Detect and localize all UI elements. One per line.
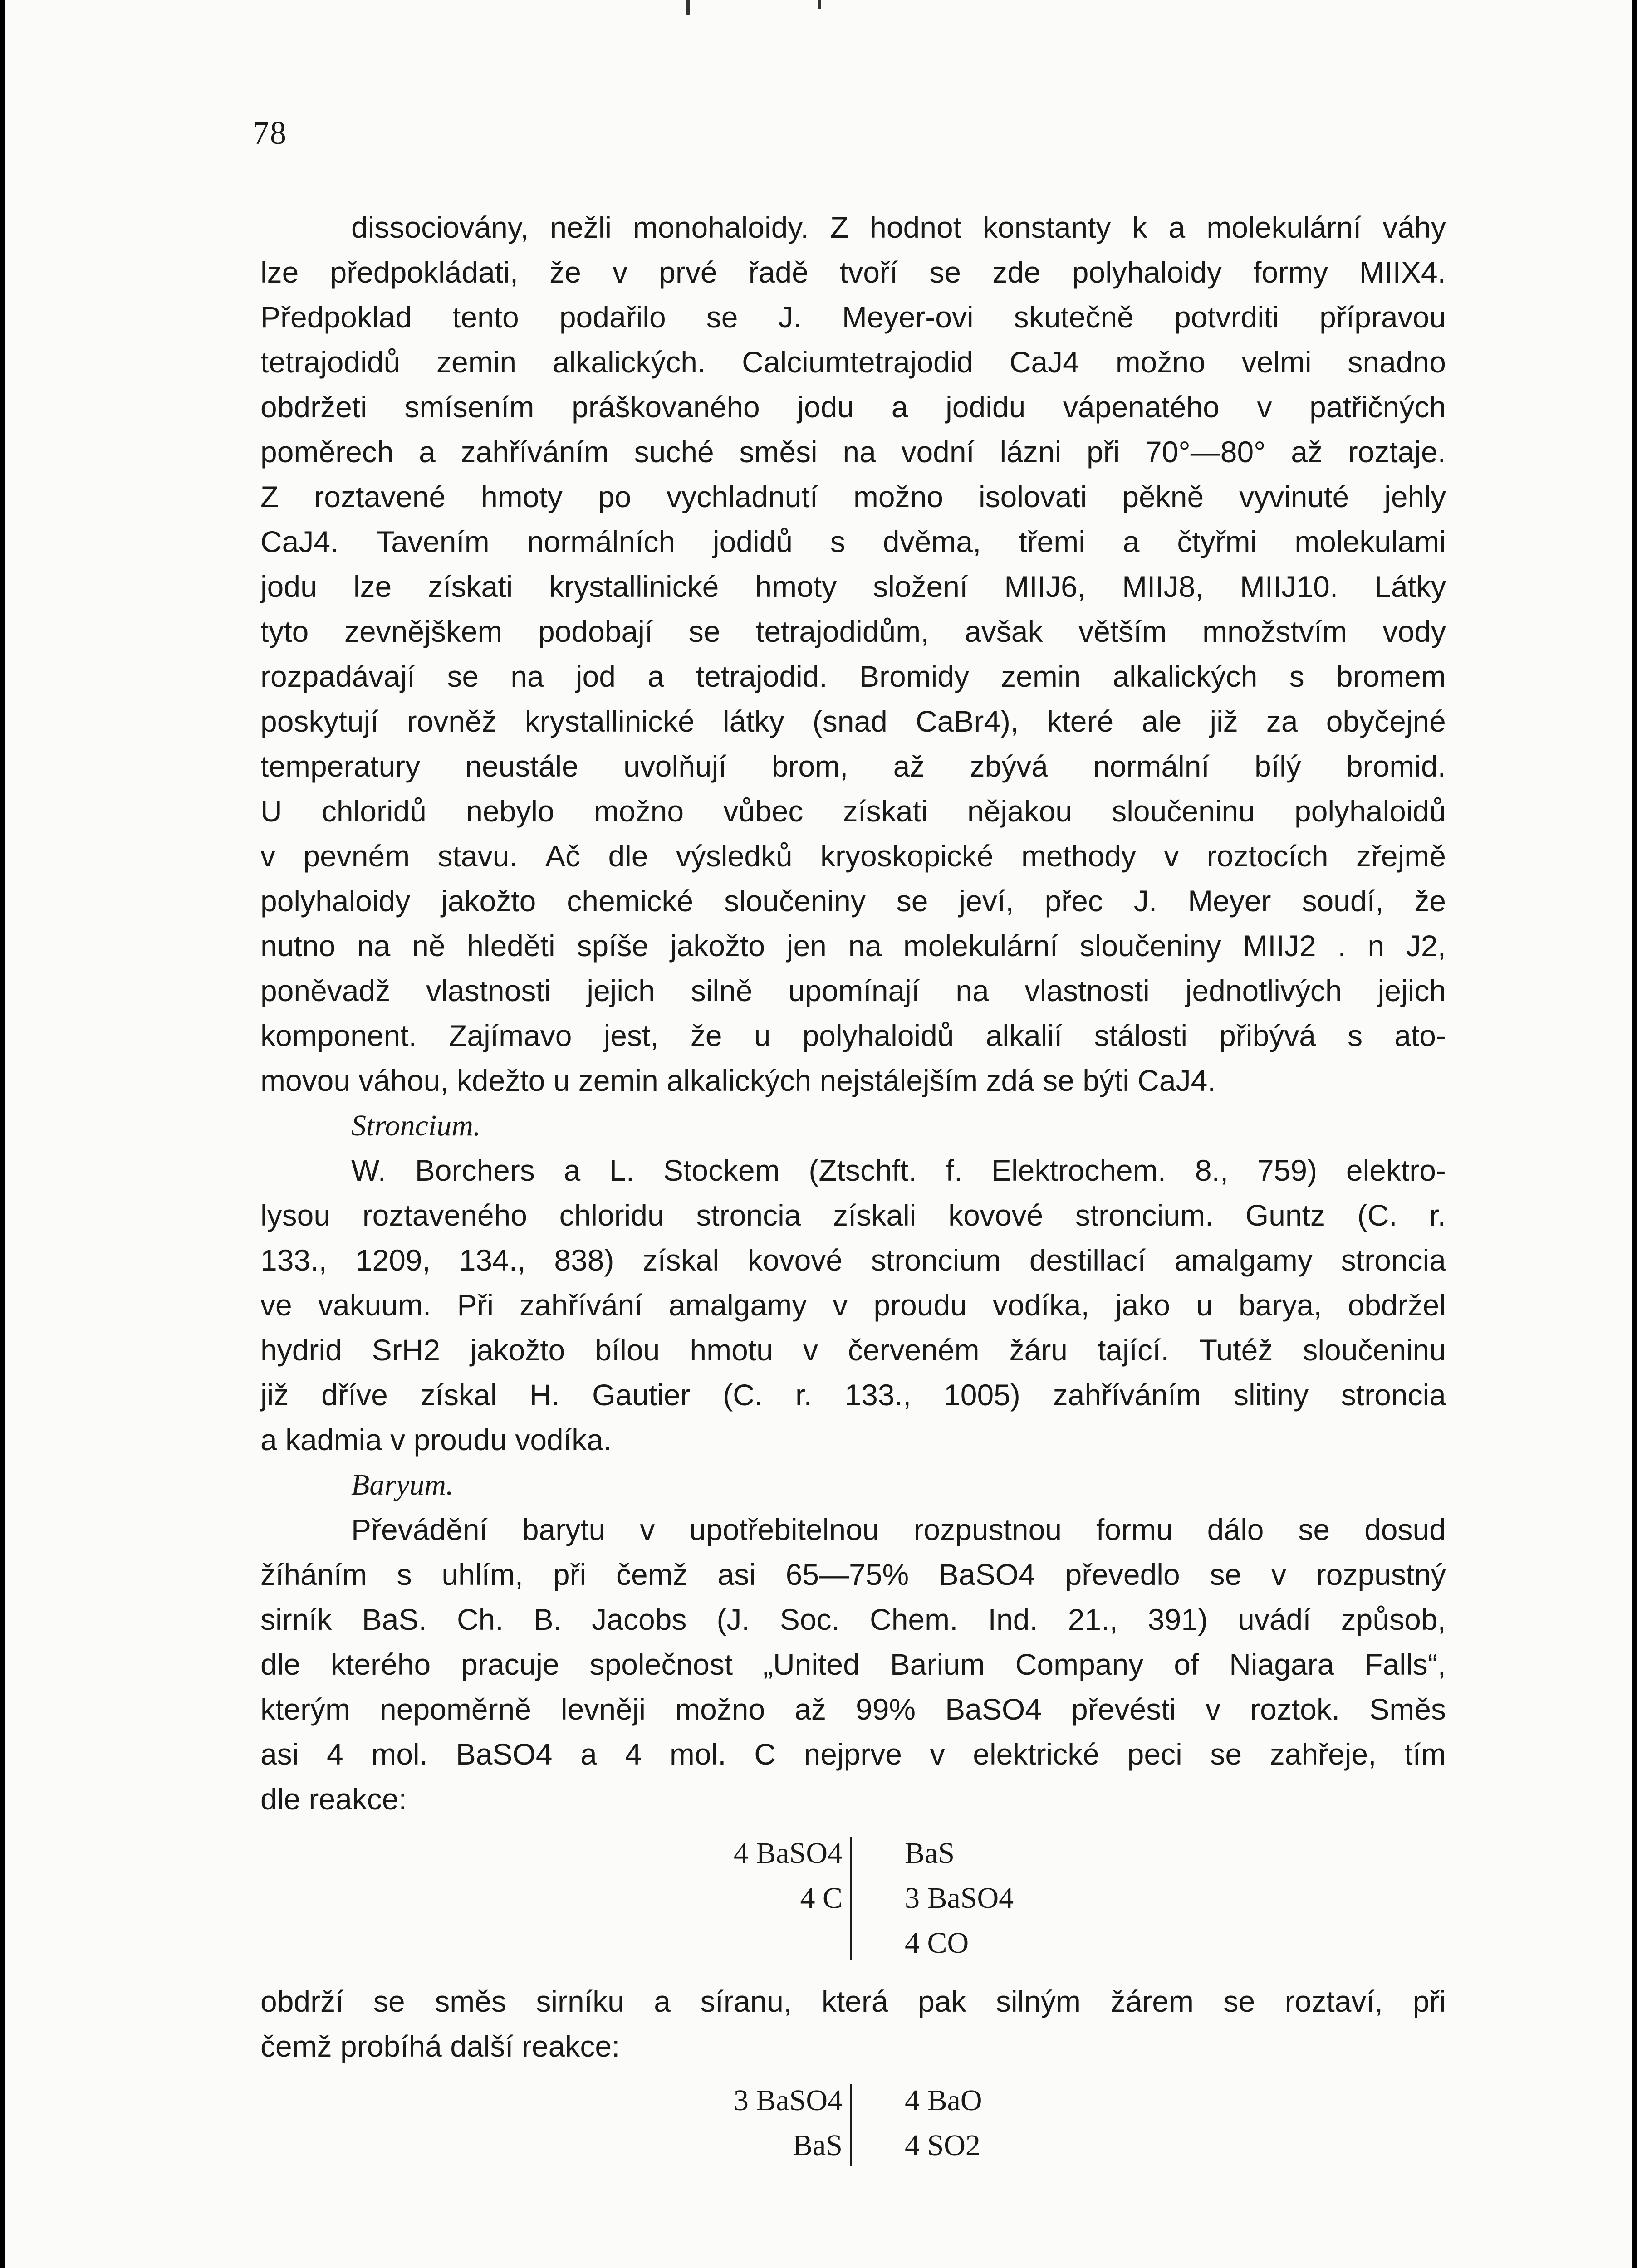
text-line: tyto zevnějškem podobají se tetrajodidům, avšak větším množstvím vody <box>260 615 1446 648</box>
text-line: tetrajodidů zemin alkalických. Calciumtetrajodid CaJ4 možno velmi snadno <box>260 345 1446 379</box>
text-line: hydrid SrH2 jakožto bílou hmotu v červeném žáru tající. Tutéž sloučeninu <box>260 1333 1446 1367</box>
reaction-equation-1 <box>260 1831 1446 1965</box>
text-line: dissociovány, nežli monohaloidy. Z hodnot konstanty k a molekulární váhy <box>351 210 1446 244</box>
text-line: CaJ4. Tavením normálních jodidů s dvěma, třemi a čtyřmi molekulami <box>260 525 1446 558</box>
product: BaS <box>905 1837 955 1870</box>
section-heading-barium: Baryum. <box>351 1468 454 1501</box>
paragraph-strontium <box>260 1148 1446 1462</box>
paragraph-barium <box>260 1507 1446 1822</box>
scan-mark <box>818 0 821 9</box>
text-line: lysou roztaveného chloridu stroncia získali kovové stroncium. Guntz (C. r. <box>260 1198 1446 1232</box>
text-line: Z roztavené hmoty po vychladnutí možno isolovati pěkně vyvinuté jehly <box>260 480 1446 513</box>
text-line: lze předpokládati, že v prvé řadě tvoří se zde polyhaloidy formy MIIX4. <box>260 255 1446 289</box>
book-page <box>5 0 1632 2268</box>
text-line: polyhaloidy jakožto chemické sloučeniny se jeví, přec J. Meyer soudí, že <box>260 884 1446 918</box>
text-line: sirník BaS. Ch. B. Jacobs (J. Soc. Chem. Ind. 21., 391) uvádí způsob, <box>260 1603 1446 1636</box>
reaction-reactants <box>734 1831 843 1921</box>
text-line: poněvadž vlastnosti jejich silně upomínají na vlastnosti jednotlivých jejich <box>260 974 1446 1007</box>
text-line: obdržeti smísením práškovaného jodu a jodidu vápenatého v patřičných <box>260 390 1446 424</box>
section-heading-strontium: Stroncium. <box>351 1109 481 1142</box>
text-line: dle kterého pracuje společnost „United Barium Company of Niagara Falls“, <box>260 1647 1446 1681</box>
reaction-products <box>905 1831 1014 1965</box>
text-line: movou váhou, kdežto u zemin alkalických nejstálejším zdá se býti CaJ4. <box>260 1064 1216 1097</box>
product: 3 BaSO4 <box>905 1882 1014 1915</box>
text-line: ve vakuum. Při zahřívání amalgamy v proudu vodíka, jako u barya, obdržel <box>260 1288 1446 1322</box>
text-line: a kadmia v proudu vodíka. <box>260 1423 612 1457</box>
page-number: 78 <box>253 115 287 151</box>
reactant: 4 BaSO4 <box>733 1837 843 1870</box>
reactant: BaS <box>792 2129 843 2162</box>
text-line: rozpadávají se na jod a tetrajodid. Bromidy zemin alkalických s bromem <box>260 660 1446 693</box>
text-line: již dříve získal H. Gautier (C. r. 133., 1005) zahříváním slitiny stroncia <box>260 1378 1446 1412</box>
text-line: nutno na ně hleděti spíše jakožto jen na molekulární sloučeniny MIIJ2 . n J2, <box>260 929 1446 963</box>
product: 4 SO2 <box>905 2129 980 2162</box>
page-text <box>260 205 1446 2181</box>
text-line: jodu lze získati krystallinické hmoty složení MIIJ6, MIIJ8, MIIJ10. Látky <box>260 570 1446 603</box>
text-line: poměrech a zahříváním suché směsi na vodní lázni při 70°—80° až roztaje. <box>260 435 1446 469</box>
reactant: 4 C <box>800 1882 843 1915</box>
paragraph-reaction-followup <box>260 1979 1446 2069</box>
text-line: 133., 1209, 134., 838) získal kovové stroncium destillací amalgamy stroncia <box>260 1243 1446 1277</box>
text-line: temperatury neustále uvolňují brom, až zbývá normální bílý bromid. <box>260 749 1446 783</box>
reaction-reactants <box>734 2078 843 2168</box>
paragraph-dissociation <box>260 205 1446 1103</box>
text-line: v pevném stavu. Ač dle výsledků kryoskopické methody v roztocích zřejmě <box>260 839 1446 873</box>
text-line: asi 4 mol. BaSO4 a 4 mol. C nejprve v elektrické peci se zahřeje, tím <box>260 1737 1446 1771</box>
reaction-equation-2 <box>260 2078 1446 2168</box>
text-line: žíháním s uhlím, při čemž asi 65—75% BaSO4 převedlo se v rozpustný <box>260 1558 1446 1591</box>
text-line: W. Borchers a L. Stockem (Ztschft. f. Elektrochem. 8., 759) elektro- <box>351 1154 1446 1187</box>
text-line: Převádění barytu v upotřebitelnou rozpustnou formu dálo se dosud <box>351 1513 1446 1546</box>
text-line: kterým nepoměrně levněji možno až 99% BaSO4 převésti v roztok. Směs <box>260 1692 1446 1726</box>
reaction-divider <box>850 1837 852 1960</box>
text-line: Předpoklad tento podařilo se J. Meyer-ovi skutečně potvrditi přípravou <box>260 300 1446 334</box>
reactant: 3 BaSO4 <box>733 2084 843 2117</box>
product: 4 BaO <box>905 2084 982 2117</box>
scan-mark <box>686 0 690 15</box>
text-line: U chloridů nebylo možno vůbec získati nějakou sloučeninu polyhaloidů <box>260 794 1446 828</box>
text-line: dle reakce: <box>260 1782 407 1816</box>
text-line: poskytují rovněž krystallinické látky (snad CaBr4), které ale již za obyčejné <box>260 704 1446 738</box>
text-line: obdrží se směs sirníku a síranu, která pak silným žárem se roztaví, při <box>260 1984 1446 2018</box>
text-line: komponent. Zajímavo jest, že u polyhaloidů alkalií stálosti přibývá s ato- <box>260 1019 1446 1052</box>
product: 4 CO <box>905 1926 969 1960</box>
reaction-products <box>905 2078 982 2168</box>
text-line: čemž probíhá další reakce: <box>260 2029 620 2063</box>
reaction-divider <box>850 2084 852 2166</box>
